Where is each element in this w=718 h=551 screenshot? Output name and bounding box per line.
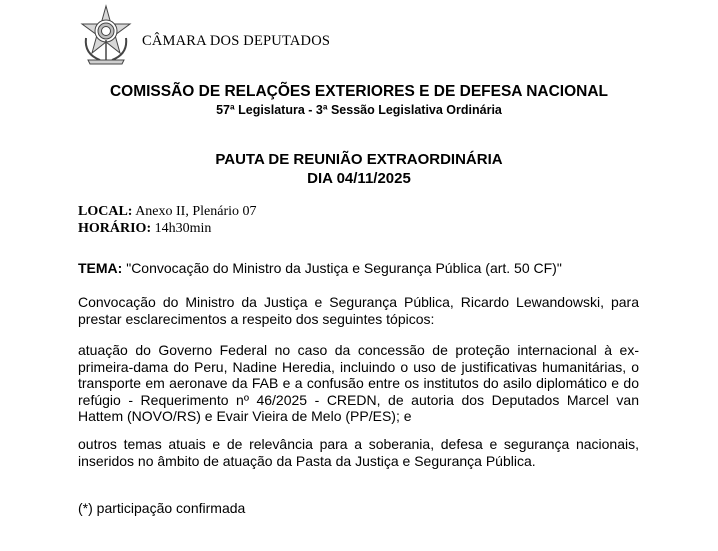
agenda-title: PAUTA DE REUNIÃO EXTRAORDINÁRIA — [215, 151, 503, 168]
agenda-date: DIA 04/11/2025 — [307, 170, 411, 187]
convocation-paragraph: Convocação do Ministro da Justiça e Segurança Pública, Ricardo Lewandowski, para prestar esclarecimentos a respeito dos seguintes tópicos: — [78, 294, 639, 327]
topic-paragraph-1: atuação do Governo Federal no caso da concessão de proteção internacional à ex-primeira-dama do Peru, Nadine Heredia, incluindo o uso de justificativas humanitárias, o transporte em aeronave da FAB e a confusão entre os institutos do asilo diplomático e do refúgio - Requerimento nº 46/2025 - CREDN, de autoria dos Deputados Marcel van Hattem (NOVO/RS) e Evair Vieira de Melo (PP/ES); e — [78, 342, 639, 424]
coat-of-arms-icon — [78, 4, 134, 66]
meeting-time — [78, 221, 211, 237]
theme-label: TEMA: — [78, 260, 123, 276]
chamber-name: CÂMARA DOS DEPUTADOS — [142, 33, 331, 49]
location-label: LOCAL: — [78, 204, 133, 219]
legislature-subtitle: 57ª Legislatura - 3ª Sessão Legislativa Ordinária — [216, 103, 502, 117]
footnote: (*) participação confirmada — [78, 500, 246, 516]
time-value: 14h30min — [154, 221, 212, 236]
location-value: Anexo II, Plenário 07 — [135, 204, 257, 219]
meeting-location — [78, 204, 257, 220]
meeting-theme — [78, 260, 562, 276]
document-header — [78, 4, 678, 66]
time-label: HORÁRIO: — [78, 221, 152, 236]
agenda-heading — [0, 150, 718, 188]
topic-paragraph-2: outros temas atuais e de relevância para a soberania, defesa e segurança nacionais, inseridos no âmbito de atuação da Pasta da Justiça e Segurança Pública. — [78, 436, 639, 469]
theme-value: "Convocação do Ministro da Justiça e Segurança Pública (art. 50 CF)" — [126, 260, 562, 276]
committee-title: COMISSÃO DE RELAÇÕES EXTERIORES E DE DEFESA NACIONAL — [109, 83, 609, 100]
